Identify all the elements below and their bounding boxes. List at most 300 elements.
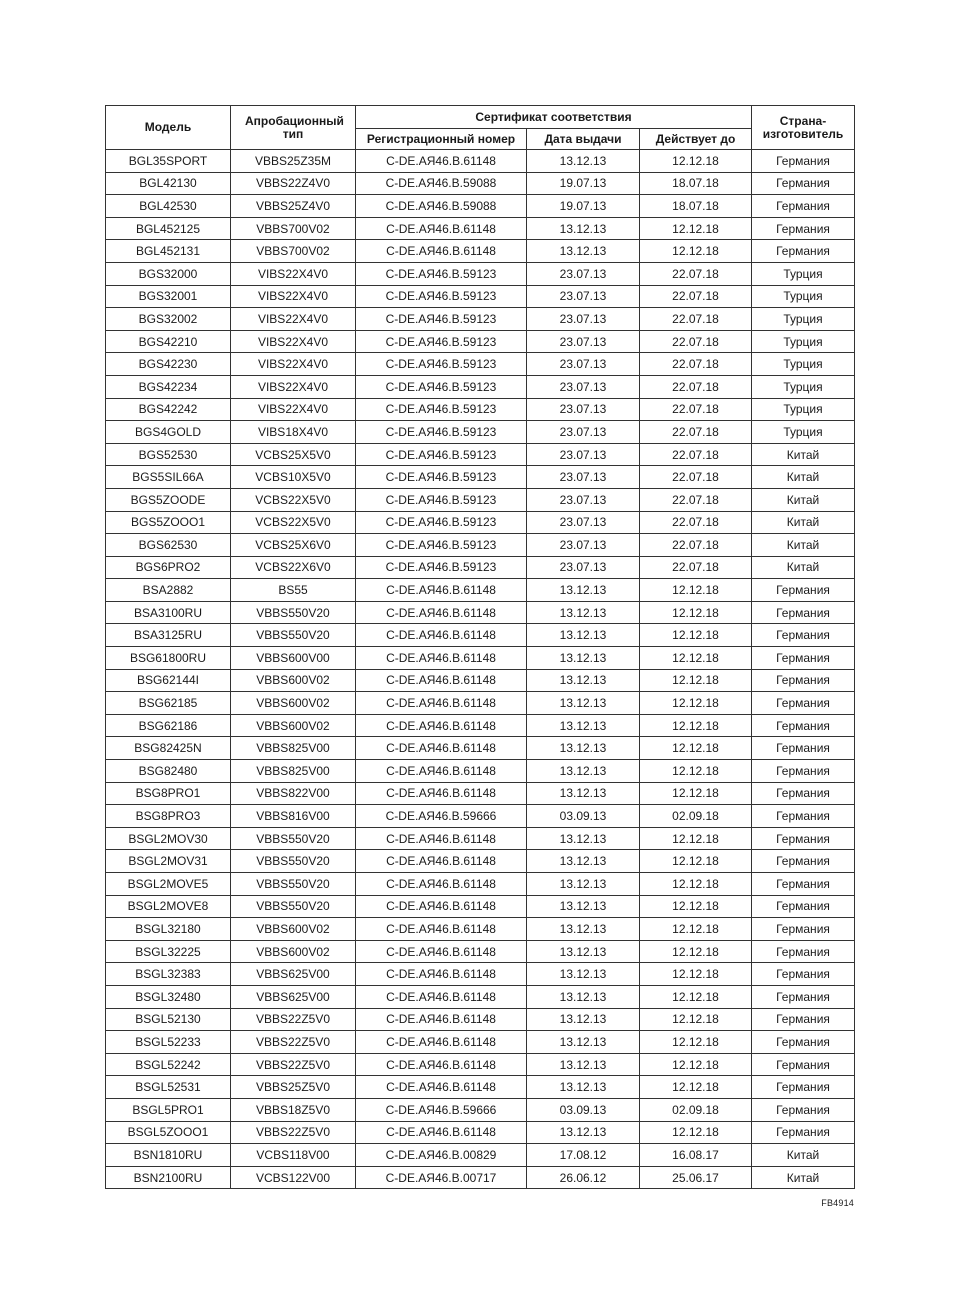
reg-number-cell: C-DE.АЯ46.В.61148: [356, 1031, 527, 1054]
reg-number-cell: C-DE.АЯ46.В.59123: [356, 262, 527, 285]
valid-until-cell: 12.12.18: [640, 918, 752, 941]
reg-number-cell: C-DE.АЯ46.В.59123: [356, 308, 527, 331]
country-cell: Турция: [752, 421, 855, 444]
table-row: [106, 827, 855, 850]
valid-until-cell: 18.07.18: [640, 195, 752, 218]
approval-type-cell: VBBS625V00: [231, 963, 356, 986]
table-row: [106, 895, 855, 918]
valid-until-cell: 25.06.17: [640, 1166, 752, 1189]
approval-type-cell: VCBS22X5V0: [231, 511, 356, 534]
table-row: [106, 782, 855, 805]
valid-until-cell: 22.07.18: [640, 375, 752, 398]
valid-until-cell: 12.12.18: [640, 963, 752, 986]
model-cell: BGS6PRO2: [106, 556, 231, 579]
table-row: [106, 1121, 855, 1144]
reg-number-cell: C-DE.АЯ46.В.61148: [356, 985, 527, 1008]
country-cell: Германия: [752, 760, 855, 783]
table-row: [106, 850, 855, 873]
reg-number-cell: C-DE.АЯ46.В.00717: [356, 1166, 527, 1189]
country-cell: Германия: [752, 737, 855, 760]
reg-number-cell: C-DE.АЯ46.В.59123: [356, 511, 527, 534]
country-cell: Германия: [752, 579, 855, 602]
approval-type-cell: VBBS816V00: [231, 805, 356, 828]
table-row: [106, 805, 855, 828]
issue-date-cell: 23.07.13: [527, 511, 640, 534]
reg-number-cell: C-DE.АЯ46.В.59123: [356, 330, 527, 353]
model-cell: BGL35SPORT: [106, 150, 231, 173]
table-row: [106, 760, 855, 783]
country-cell: Турция: [752, 285, 855, 308]
model-cell: BSG62144I: [106, 669, 231, 692]
reg-number-cell: C-DE.АЯ46.В.61148: [356, 217, 527, 240]
valid-until-cell: 16.08.17: [640, 1144, 752, 1167]
reg-number-cell: C-DE.АЯ46.В.59666: [356, 805, 527, 828]
reg-number-cell: C-DE.АЯ46.В.61148: [356, 918, 527, 941]
model-cell: BGS32001: [106, 285, 231, 308]
table-row: [106, 940, 855, 963]
valid-until-cell: 12.12.18: [640, 1008, 752, 1031]
table-row: [106, 1098, 855, 1121]
valid-until-cell: 12.12.18: [640, 827, 752, 850]
approval-type-cell: VCBS25X6V0: [231, 534, 356, 557]
issue-date-cell: 13.12.13: [527, 1121, 640, 1144]
approval-type-cell: BS55: [231, 579, 356, 602]
reg-number-cell: C-DE.АЯ46.В.00829: [356, 1144, 527, 1167]
issue-date-cell: 19.07.13: [527, 172, 640, 195]
table-row: [106, 918, 855, 941]
valid-until-cell: 12.12.18: [640, 714, 752, 737]
valid-until-cell: 22.07.18: [640, 353, 752, 376]
issue-date-cell: 13.12.13: [527, 240, 640, 263]
model-cell: BGS42234: [106, 375, 231, 398]
issue-date-cell: 13.12.13: [527, 601, 640, 624]
issue-date-cell: 19.07.13: [527, 195, 640, 218]
reg-number-cell: C-DE.АЯ46.В.59123: [356, 353, 527, 376]
valid-until-cell: 22.07.18: [640, 556, 752, 579]
country-cell: Германия: [752, 963, 855, 986]
issue-date-cell: 13.12.13: [527, 1053, 640, 1076]
valid-until-cell: 22.07.18: [640, 262, 752, 285]
model-cell: BSGL5ZOOO1: [106, 1121, 231, 1144]
valid-until-cell: 22.07.18: [640, 398, 752, 421]
model-cell: BGL42530: [106, 195, 231, 218]
valid-until-cell: 22.07.18: [640, 466, 752, 489]
country-cell: Германия: [752, 1076, 855, 1099]
model-cell: BGS5ZOODE: [106, 488, 231, 511]
valid-until-cell: 18.07.18: [640, 172, 752, 195]
issue-date-cell: 23.07.13: [527, 443, 640, 466]
table-row: [106, 285, 855, 308]
country-cell: Турция: [752, 262, 855, 285]
model-cell: BSA3100RU: [106, 601, 231, 624]
reg-number-cell: C-DE.АЯ46.В.61148: [356, 1076, 527, 1099]
country-cell: Германия: [752, 601, 855, 624]
reg-number-cell: C-DE.АЯ46.В.59088: [356, 195, 527, 218]
approval-type-cell: VBBS600V02: [231, 918, 356, 941]
reg-number-cell: C-DE.АЯ46.В.61148: [356, 579, 527, 602]
approval-type-cell: VCBS118V00: [231, 1144, 356, 1167]
issue-date-cell: 23.07.13: [527, 262, 640, 285]
approval-type-cell: VBBS550V20: [231, 895, 356, 918]
country-cell: Германия: [752, 805, 855, 828]
issue-date-cell: 13.12.13: [527, 1031, 640, 1054]
valid-until-cell: 12.12.18: [640, 1053, 752, 1076]
table-row: [106, 443, 855, 466]
table-row: [106, 1076, 855, 1099]
table-row: [106, 1008, 855, 1031]
country-cell: Германия: [752, 873, 855, 896]
country-cell: Германия: [752, 669, 855, 692]
document-code: FB4914: [821, 1198, 854, 1208]
reg-number-cell: C-DE.АЯ46.В.61148: [356, 624, 527, 647]
reg-number-cell: C-DE.АЯ46.В.61148: [356, 782, 527, 805]
approval-type-cell: VBBS550V20: [231, 601, 356, 624]
table-row: [106, 873, 855, 896]
approval-type-cell: VBBS600V00: [231, 647, 356, 670]
approval-type-cell: VBBS700V02: [231, 217, 356, 240]
table-row: [106, 692, 855, 715]
model-cell: BGS4GOLD: [106, 421, 231, 444]
table-row: [106, 511, 855, 534]
header-issue-date: Дата выдачи: [527, 129, 640, 150]
valid-until-cell: 22.07.18: [640, 488, 752, 511]
country-cell: Германия: [752, 782, 855, 805]
model-cell: BGS5SIL66A: [106, 466, 231, 489]
approval-type-cell: VBBS625V00: [231, 985, 356, 1008]
table-row: [106, 262, 855, 285]
table-row: [106, 714, 855, 737]
approval-type-cell: VIBS22X4V0: [231, 262, 356, 285]
approval-type-cell: VBBS600V02: [231, 714, 356, 737]
table-row: [106, 240, 855, 263]
country-cell: Турция: [752, 308, 855, 331]
approval-type-cell: VCBS22X6V0: [231, 556, 356, 579]
model-cell: BSG8PRO3: [106, 805, 231, 828]
country-cell: Германия: [752, 714, 855, 737]
valid-until-cell: 12.12.18: [640, 1031, 752, 1054]
issue-date-cell: 13.12.13: [527, 579, 640, 602]
approval-type-cell: VBBS25Z4V0: [231, 195, 356, 218]
table-row: [106, 398, 855, 421]
country-cell: Германия: [752, 1008, 855, 1031]
table-row: [106, 150, 855, 173]
model-cell: BSGL52531: [106, 1076, 231, 1099]
approval-type-cell: VBBS550V20: [231, 850, 356, 873]
country-cell: Германия: [752, 624, 855, 647]
valid-until-cell: 22.07.18: [640, 285, 752, 308]
reg-number-cell: C-DE.АЯ46.В.59123: [356, 421, 527, 444]
model-cell: BSN1810RU: [106, 1144, 231, 1167]
table-row: [106, 601, 855, 624]
issue-date-cell: 13.12.13: [527, 150, 640, 173]
valid-until-cell: 12.12.18: [640, 873, 752, 896]
country-cell: Германия: [752, 172, 855, 195]
approval-type-cell: VIBS22X4V0: [231, 398, 356, 421]
model-cell: BGL452125: [106, 217, 231, 240]
model-cell: BGS32000: [106, 262, 231, 285]
issue-date-cell: 13.12.13: [527, 624, 640, 647]
approval-type-cell: VBBS550V20: [231, 873, 356, 896]
country-cell: Германия: [752, 692, 855, 715]
approval-type-cell: VCBS10X5V0: [231, 466, 356, 489]
reg-number-cell: C-DE.АЯ46.В.59123: [356, 488, 527, 511]
reg-number-cell: C-DE.АЯ46.В.59123: [356, 556, 527, 579]
model-cell: BSGL2MOV31: [106, 850, 231, 873]
valid-until-cell: 22.07.18: [640, 330, 752, 353]
valid-until-cell: 12.12.18: [640, 1076, 752, 1099]
table-row: [106, 737, 855, 760]
issue-date-cell: 13.12.13: [527, 850, 640, 873]
model-cell: BSGL2MOVE8: [106, 895, 231, 918]
model-cell: BGS32002: [106, 308, 231, 331]
country-cell: Турция: [752, 398, 855, 421]
reg-number-cell: C-DE.АЯ46.В.61148: [356, 1008, 527, 1031]
issue-date-cell: 13.12.13: [527, 827, 640, 850]
issue-date-cell: 13.12.13: [527, 782, 640, 805]
valid-until-cell: 12.12.18: [640, 850, 752, 873]
certificate-table: [105, 105, 855, 1189]
reg-number-cell: C-DE.АЯ46.В.61148: [356, 760, 527, 783]
valid-until-cell: 12.12.18: [640, 669, 752, 692]
approval-type-cell: VCBS22X5V0: [231, 488, 356, 511]
country-cell: Германия: [752, 195, 855, 218]
reg-number-cell: C-DE.АЯ46.В.59123: [356, 285, 527, 308]
header-valid-until: Действует до: [640, 129, 752, 150]
valid-until-cell: 22.07.18: [640, 534, 752, 557]
approval-type-cell: VBBS550V20: [231, 624, 356, 647]
approval-type-cell: VBBS22Z5V0: [231, 1121, 356, 1144]
valid-until-cell: 12.12.18: [640, 647, 752, 670]
approval-type-cell: VIBS22X4V0: [231, 330, 356, 353]
model-cell: BSA3125RU: [106, 624, 231, 647]
reg-number-cell: C-DE.АЯ46.В.61148: [356, 737, 527, 760]
approval-type-cell: VIBS18X4V0: [231, 421, 356, 444]
country-cell: Китай: [752, 511, 855, 534]
approval-type-cell: VBBS22Z4V0: [231, 172, 356, 195]
model-cell: BGL42130: [106, 172, 231, 195]
reg-number-cell: C-DE.АЯ46.В.61148: [356, 669, 527, 692]
issue-date-cell: 13.12.13: [527, 760, 640, 783]
reg-number-cell: C-DE.АЯ46.В.59123: [356, 375, 527, 398]
issue-date-cell: 13.12.13: [527, 918, 640, 941]
approval-type-cell: VBBS25Z5V0: [231, 1076, 356, 1099]
issue-date-cell: 03.09.13: [527, 805, 640, 828]
approval-type-cell: VBBS700V02: [231, 240, 356, 263]
approval-type-cell: VBBS22Z5V0: [231, 1031, 356, 1054]
valid-until-cell: 12.12.18: [640, 601, 752, 624]
approval-type-cell: VBBS550V20: [231, 827, 356, 850]
reg-number-cell: C-DE.АЯ46.В.61148: [356, 714, 527, 737]
reg-number-cell: C-DE.АЯ46.В.61148: [356, 1053, 527, 1076]
model-cell: BSGL32225: [106, 940, 231, 963]
header-reg-number: Регистрационный номер: [356, 129, 527, 150]
approval-type-cell: VIBS22X4V0: [231, 353, 356, 376]
issue-date-cell: 13.12.13: [527, 1008, 640, 1031]
reg-number-cell: C-DE.АЯ46.В.59666: [356, 1098, 527, 1121]
issue-date-cell: 17.08.12: [527, 1144, 640, 1167]
country-cell: Германия: [752, 1098, 855, 1121]
valid-until-cell: 12.12.18: [640, 579, 752, 602]
table-row: [106, 985, 855, 1008]
country-cell: Германия: [752, 647, 855, 670]
table-row: [106, 624, 855, 647]
reg-number-cell: C-DE.АЯ46.В.59123: [356, 534, 527, 557]
country-cell: Германия: [752, 150, 855, 173]
approval-type-cell: VCBS25X5V0: [231, 443, 356, 466]
country-cell: Китай: [752, 556, 855, 579]
issue-date-cell: 23.07.13: [527, 285, 640, 308]
model-cell: BSG82425N: [106, 737, 231, 760]
issue-date-cell: 13.12.13: [527, 1076, 640, 1099]
issue-date-cell: 13.12.13: [527, 692, 640, 715]
valid-until-cell: 22.07.18: [640, 443, 752, 466]
table-row: [106, 579, 855, 602]
country-cell: Китай: [752, 1144, 855, 1167]
issue-date-cell: 13.12.13: [527, 895, 640, 918]
country-cell: Германия: [752, 827, 855, 850]
valid-until-cell: 12.12.18: [640, 150, 752, 173]
valid-until-cell: 12.12.18: [640, 624, 752, 647]
country-cell: Германия: [752, 918, 855, 941]
model-cell: BGS42210: [106, 330, 231, 353]
issue-date-cell: 23.07.13: [527, 330, 640, 353]
valid-until-cell: 12.12.18: [640, 760, 752, 783]
country-cell: Германия: [752, 217, 855, 240]
reg-number-cell: C-DE.АЯ46.В.61148: [356, 963, 527, 986]
issue-date-cell: 23.07.13: [527, 353, 640, 376]
country-cell: Турция: [752, 375, 855, 398]
table-row: [106, 1053, 855, 1076]
model-cell: BGS42242: [106, 398, 231, 421]
table-row: [106, 534, 855, 557]
issue-date-cell: 23.07.13: [527, 556, 640, 579]
reg-number-cell: C-DE.АЯ46.В.61148: [356, 827, 527, 850]
reg-number-cell: C-DE.АЯ46.В.61148: [356, 601, 527, 624]
issue-date-cell: 13.12.13: [527, 940, 640, 963]
issue-date-cell: 13.12.13: [527, 714, 640, 737]
reg-number-cell: C-DE.АЯ46.В.61148: [356, 692, 527, 715]
country-cell: Китай: [752, 488, 855, 511]
table-row: [106, 330, 855, 353]
country-cell: Китай: [752, 1166, 855, 1189]
model-cell: BSGL32383: [106, 963, 231, 986]
table-row: [106, 1166, 855, 1189]
header-approval-type: Апробационный тип: [231, 106, 356, 150]
model-cell: BGS52530: [106, 443, 231, 466]
table-row: [106, 172, 855, 195]
model-cell: BSGL5PRO1: [106, 1098, 231, 1121]
header-model: Модель: [106, 106, 231, 150]
model-cell: BGS5ZOOO1: [106, 511, 231, 534]
header-country: Страна-изготовитель: [752, 106, 855, 150]
approval-type-cell: VBBS825V00: [231, 737, 356, 760]
table-row: [106, 669, 855, 692]
country-cell: Китай: [752, 443, 855, 466]
model-cell: BSGL52130: [106, 1008, 231, 1031]
approval-type-cell: VBBS822V00: [231, 782, 356, 805]
country-cell: Турция: [752, 330, 855, 353]
approval-type-cell: VBBS25Z35M: [231, 150, 356, 173]
valid-until-cell: 12.12.18: [640, 895, 752, 918]
issue-date-cell: 13.12.13: [527, 669, 640, 692]
header-certificate: Сертификат соответствия: [356, 106, 752, 129]
model-cell: BSG62185: [106, 692, 231, 715]
table-row: [106, 195, 855, 218]
table-row: [106, 353, 855, 376]
table-row: [106, 217, 855, 240]
country-cell: Турция: [752, 353, 855, 376]
valid-until-cell: 12.12.18: [640, 692, 752, 715]
issue-date-cell: 23.07.13: [527, 308, 640, 331]
model-cell: BSA2882: [106, 579, 231, 602]
reg-number-cell: C-DE.АЯ46.В.59123: [356, 398, 527, 421]
approval-type-cell: VIBS22X4V0: [231, 375, 356, 398]
table-row: [106, 375, 855, 398]
valid-until-cell: 12.12.18: [640, 940, 752, 963]
valid-until-cell: 22.07.18: [640, 421, 752, 444]
model-cell: BSGL52242: [106, 1053, 231, 1076]
approval-type-cell: VBBS600V02: [231, 692, 356, 715]
approval-type-cell: VBBS600V02: [231, 669, 356, 692]
issue-date-cell: 26.06.12: [527, 1166, 640, 1189]
issue-date-cell: 23.07.13: [527, 375, 640, 398]
reg-number-cell: C-DE.АЯ46.В.61148: [356, 873, 527, 896]
country-cell: Германия: [752, 895, 855, 918]
table-row: [106, 308, 855, 331]
issue-date-cell: 13.12.13: [527, 985, 640, 1008]
country-cell: Германия: [752, 940, 855, 963]
issue-date-cell: 13.12.13: [527, 217, 640, 240]
valid-until-cell: 22.07.18: [640, 308, 752, 331]
model-cell: BSGL32480: [106, 985, 231, 1008]
approval-type-cell: VBBS22Z5V0: [231, 1053, 356, 1076]
table-row: [106, 1031, 855, 1054]
model-cell: BSG61800RU: [106, 647, 231, 670]
issue-date-cell: 23.07.13: [527, 398, 640, 421]
model-cell: BSG8PRO1: [106, 782, 231, 805]
reg-number-cell: C-DE.АЯ46.В.61148: [356, 895, 527, 918]
issue-date-cell: 03.09.13: [527, 1098, 640, 1121]
reg-number-cell: C-DE.АЯ46.В.59088: [356, 172, 527, 195]
reg-number-cell: C-DE.АЯ46.В.61148: [356, 240, 527, 263]
country-cell: Германия: [752, 850, 855, 873]
issue-date-cell: 23.07.13: [527, 421, 640, 444]
issue-date-cell: 23.07.13: [527, 488, 640, 511]
approval-type-cell: VBBS825V00: [231, 760, 356, 783]
approval-type-cell: VBBS22Z5V0: [231, 1008, 356, 1031]
valid-until-cell: 02.09.18: [640, 805, 752, 828]
approval-type-cell: VCBS122V00: [231, 1166, 356, 1189]
reg-number-cell: C-DE.АЯ46.В.61148: [356, 150, 527, 173]
approval-type-cell: VIBS22X4V0: [231, 308, 356, 331]
model-cell: BSG62186: [106, 714, 231, 737]
reg-number-cell: C-DE.АЯ46.В.59123: [356, 466, 527, 489]
valid-until-cell: 12.12.18: [640, 737, 752, 760]
issue-date-cell: 23.07.13: [527, 534, 640, 557]
country-cell: Германия: [752, 985, 855, 1008]
reg-number-cell: C-DE.АЯ46.В.61148: [356, 1121, 527, 1144]
model-cell: BSGL2MOV30: [106, 827, 231, 850]
valid-until-cell: 12.12.18: [640, 985, 752, 1008]
table-row: [106, 1144, 855, 1167]
issue-date-cell: 13.12.13: [527, 737, 640, 760]
model-cell: BSGL32180: [106, 918, 231, 941]
issue-date-cell: 23.07.13: [527, 466, 640, 489]
approval-type-cell: VBBS600V02: [231, 940, 356, 963]
reg-number-cell: C-DE.АЯ46.В.59123: [356, 443, 527, 466]
table-row: [106, 647, 855, 670]
country-cell: Германия: [752, 1031, 855, 1054]
